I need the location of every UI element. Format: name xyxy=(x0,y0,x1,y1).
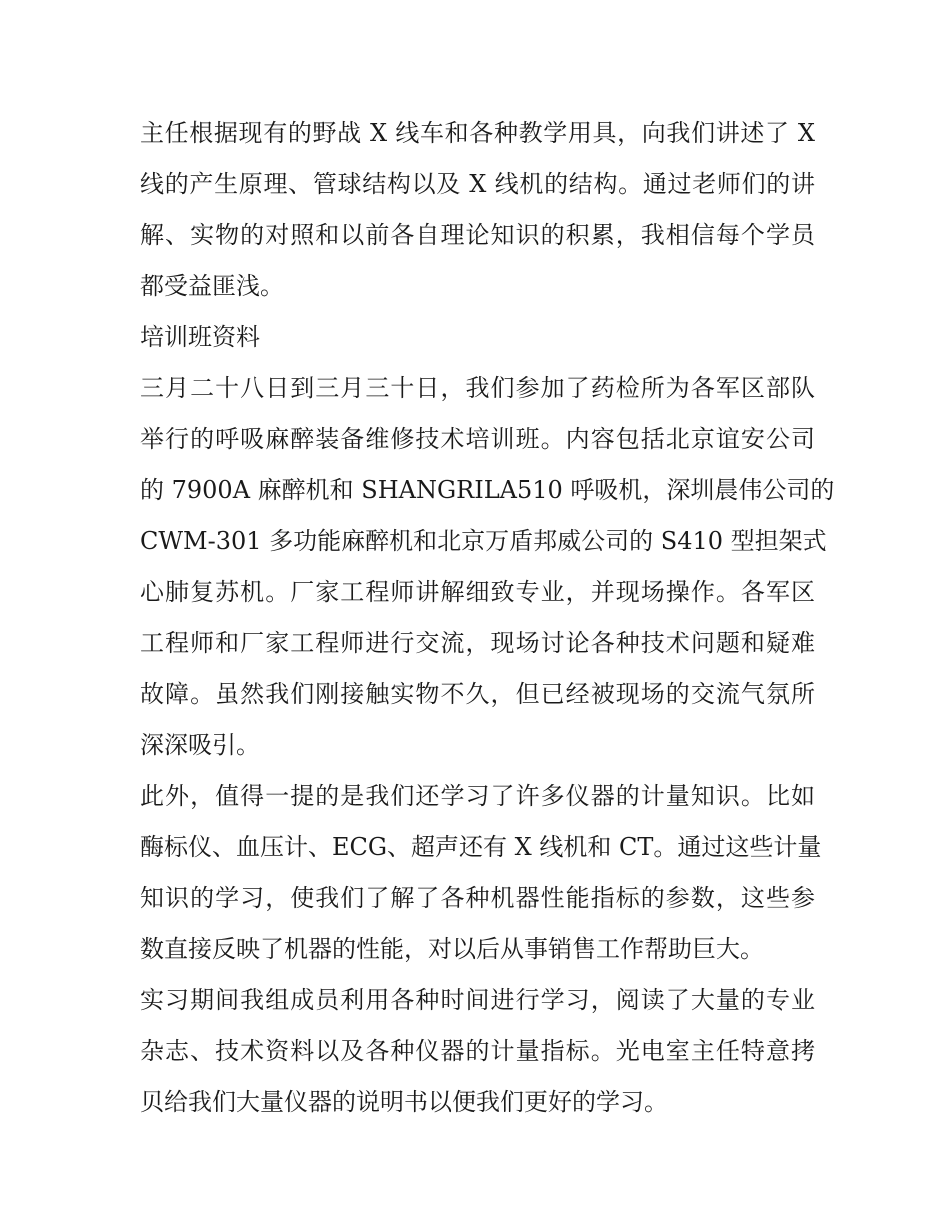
paragraph-self-study xyxy=(140,975,815,1128)
document-page xyxy=(140,108,835,1128)
paragraph-training-course xyxy=(140,363,835,771)
text-line: 举行的呼吸麻醉装备维修技术培训班。内容包括北京谊安公司 xyxy=(140,425,815,453)
text-line: 心肺复苏机。厂家工程师讲解细致专业，并现场操作。各军区 xyxy=(140,578,815,606)
text-line: 解、实物的对照和以前各自理论知识的积累，我相信每个学员 xyxy=(140,221,815,249)
text-line: 深深吸引。 xyxy=(140,731,260,759)
text-line: 贝给我们大量仪器的说明书以便我们更好的学习。 xyxy=(140,1088,668,1116)
text-line: 数直接反映了机器的性能，对以后从事销售工作帮助巨大。 xyxy=(140,935,764,963)
heading-text: 培训班资料 xyxy=(140,323,260,351)
text-line: 三月二十八日到三月三十日，我们参加了药检所为各军区部队 xyxy=(140,374,815,402)
text-line: 知识的学习，使我们了解了各种机器性能指标的参数，这些参 xyxy=(140,884,815,912)
text-line: CWM-301 多功能麻醉机和北京万盾邦威公司的 S410 型担架式 xyxy=(140,527,827,555)
text-line: 酶标仪、血压计、ECG、超声还有 X 线机和 CT。通过这些计量 xyxy=(140,833,822,861)
text-line: 线的产生原理、管球结构以及 X 线机的结构。通过老师们的讲 xyxy=(140,170,815,198)
text-line: 实习期间我组成员利用各种时间进行学习，阅读了大量的专业 xyxy=(140,986,815,1014)
section-heading xyxy=(140,312,815,363)
paragraph-x-ray-intro xyxy=(140,108,815,312)
text-line: 杂志、技术资料以及各种仪器的计量指标。光电室主任特意拷 xyxy=(140,1037,815,1065)
text-line: 主任根据现有的野战 X 线车和各种教学用具，向我们讲述了 X xyxy=(140,119,815,147)
text-line: 的 7900A 麻醉机和 SHANGRILA510 呼吸机，深圳晨伟公司的 xyxy=(140,476,835,504)
text-line: 都受益匪浅。 xyxy=(140,272,284,300)
text-line: 故障。虽然我们刚接触实物不久，但已经被现场的交流气氛所 xyxy=(140,680,815,708)
text-line: 此外，值得一提的是我们还学习了许多仪器的计量知识。比如 xyxy=(140,782,815,810)
paragraph-metrology xyxy=(140,771,822,975)
text-line: 工程师和厂家工程师进行交流，现场讨论各种技术问题和疑难 xyxy=(140,629,815,657)
